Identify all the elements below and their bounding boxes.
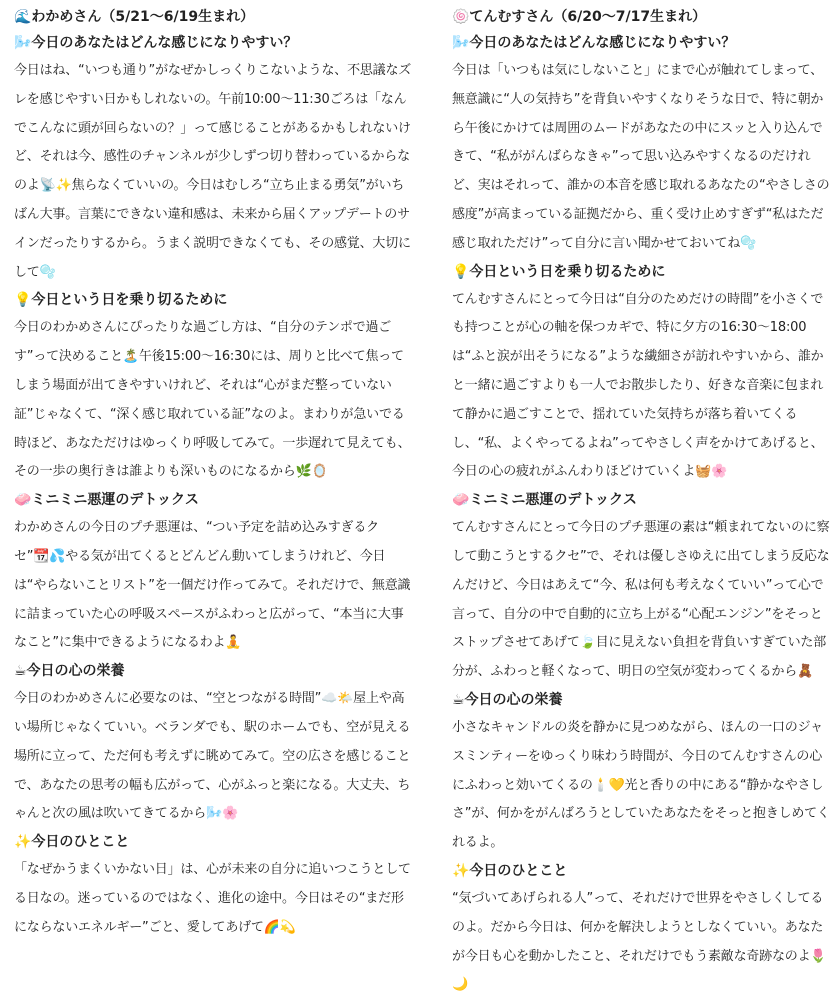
wakame-detox-text: わかめさんの今日のプチ悪運は、“つい予定を詰め込みすぎるクセ”📆💦やる気が出てくるとどんどん動いてしまうけれど、今日は“やらないことリスト”を一個だけ作ってみて。それだけで、無意識に詰まっていた心の呼吸スペースがふわっと広がって、“本当に大事なこと”に集中できるようになるわよ🧘: [14, 520, 411, 651]
wakame-sign-title: 🌊わかめさん（5/21〜6/19生まれ）: [14, 9, 255, 25]
tenmusu-nourish-text: 小さなキャンドルの炎を静かに見つめながら、ほんの一口のジャスミンティーをゆっくり味わう時間が、今日のてんむすさんの心にふわっと効いてくるの🕯️💛光と香りの中にある“静かなやさしさ”が、何かをがんばろうとしていたあなたをそっと抱きしめてくれるよ。: [452, 719, 830, 851]
wakame-detox-heading: 🧼ミニミニ悪運のデトックス: [14, 492, 199, 509]
tenmusu-word-heading: ✨今日のひとこと: [452, 862, 568, 879]
tenmusu-mood-text: 今日は「いつもは気にしないこと」にまで心が触れてしまって、無意識に“人の気持ち”を背負いやすくなりそうな日で、特に朝から午後にかけては周囲のムードがあなたの中にスッと入り込んできて、“私ががんばらなきゃ”って思い込みやすくなるのだけれど、実はそれって、誰かの本音を感じ取れるあなたの“やさしさの感度”が高まっている証拠だから、重く受け止めすぎず“私はただ感じ取れただけ”って自分に言い聞かせておいてね🫧: [452, 63, 830, 251]
wakame-nourish-heading: ☕今日の心の栄養: [14, 663, 125, 680]
tenmusu-tips-heading: 💡今日という日を乗り切るために: [452, 263, 666, 280]
wakame-word-heading: ✨今日のひとこと: [14, 834, 130, 851]
tenmusu-nourish-heading: ☕今日の心の栄養: [452, 691, 563, 708]
tenmusu-detox-text: てんむすさんにとって今日のプチ悪運の素は“頼まれてないのに察して動こうとするクセ”で、それは優しさゆえに出てしまう反応なんだけど、今日はあえて“今、私は何も考えなくていい”って心で言って、自分の中で自動的に立ち上がる“心配エンジン”をそっとストップさせてあげて🍃目に見えない負担を背負いすぎていた部分が、ふわっと軽くなって、明日の空気が変わってくるから🧸: [452, 520, 830, 680]
tenmusu-sign-title: 🍥てんむすさん（6/20〜7/17生まれ）: [452, 9, 707, 25]
wakame-nourish-text: 今日のわかめさんに必要なのは、“空とつながる時間”☁️🌤️屋上や高い場所じゃなくていい。ベランダでも、駅のホームでも、空が見える場所に立って、ただ何も考えずに眺めてみて。空の広さを感じることで、あなたの思考の幅も広がって、心がふっと楽になる。大丈夫、ちゃんと次の風は吹いてきてるから🌬️🌸: [14, 691, 411, 822]
wakame-column: [14, 0, 414, 967]
tenmusu-word-text: “気づいてあげられる人”って、それだけで世界をやさしくしてるのよ。だから今日は、何かを解決しようとしなくていい。あなたが今日も心を動かしたこと、それだけでもう素敵な奇跡なのよ🌷🌙: [452, 890, 827, 993]
wakame-mood-text: 今日はね、“いつも通り”がなぜかしっくりこないような、不思議なズレを感じやすい日かもしれないの。午前10:00〜11:30ごろは「なんでこんなに頭が回らないの？」って感じることがあるかもしれないけど、それは今、感性のチャンネルが少しずつ切り替わっているからなのよ📡✨焦らなくていいの。今日はむしろ“立ち止まる勇気”がいちばん大事。言葉にできない違和感は、未来から届くアップデートのサインだったりするから。うまく説明できなくても、その感覚、大切にして🫧: [14, 63, 412, 280]
wakame-tips-text: 今日のわかめさんにぴったりな過ごし方は、“自分のテンポで過ごす”って決めること🏝️午後15:00〜16:30には、周りと比べて焦ってしまう場面が出てきやすいけれど、それは“心がまだ整っていない証”じゃなくて、“深く感じ取れている証”なのよ。まわりが急いでる時ほど、あなただけはゆっくり呼吸してみて。一歩遅れて見えても、その一歩の奥行きは誰よりも深いものになるから🌿🪞: [14, 320, 411, 480]
tenmusu-mood-heading: 🌬️今日のあなたはどんな感じになりやすい？: [452, 35, 736, 51]
tenmusu-tips-text: てんむすさんにとって今日は“自分のためだけの時間”を小さくでも持つことが心の軸を保つカギで、特に夕方の16:30〜18:00は“ふと涙が出そうになる”ような繊細さが訪れやすいから、誰かと一緒に過ごすよりも一人でお散歩したり、好きな音楽に包まれて静かに過ごすことで、揺れていた気持ちが落ち着いてくるし、“私、よくやってるよね”ってやさしく声をかけてあげると、今日の心の疲れがふんわりほどけていくよ🧺🌸: [452, 291, 824, 480]
tenmusu-detox-heading: 🧼ミニミニ悪運のデトックス: [452, 492, 637, 509]
wakame-mood-heading: 🌬️今日のあなたはどんな感じになりやすい？: [14, 35, 298, 51]
wakame-word-text: 「なぜかうまくいかない日」は、心が未来の自分に追いつこうとしてる日なの。迷っているのではなく、進化の途中。今日はその“まだ形にならないエネルギー”ごと、愛してあげて🌈💫: [14, 862, 411, 935]
wakame-tips-heading: 💡今日という日を乗り切るために: [14, 292, 228, 309]
tenmusu-column: [452, 0, 834, 993]
